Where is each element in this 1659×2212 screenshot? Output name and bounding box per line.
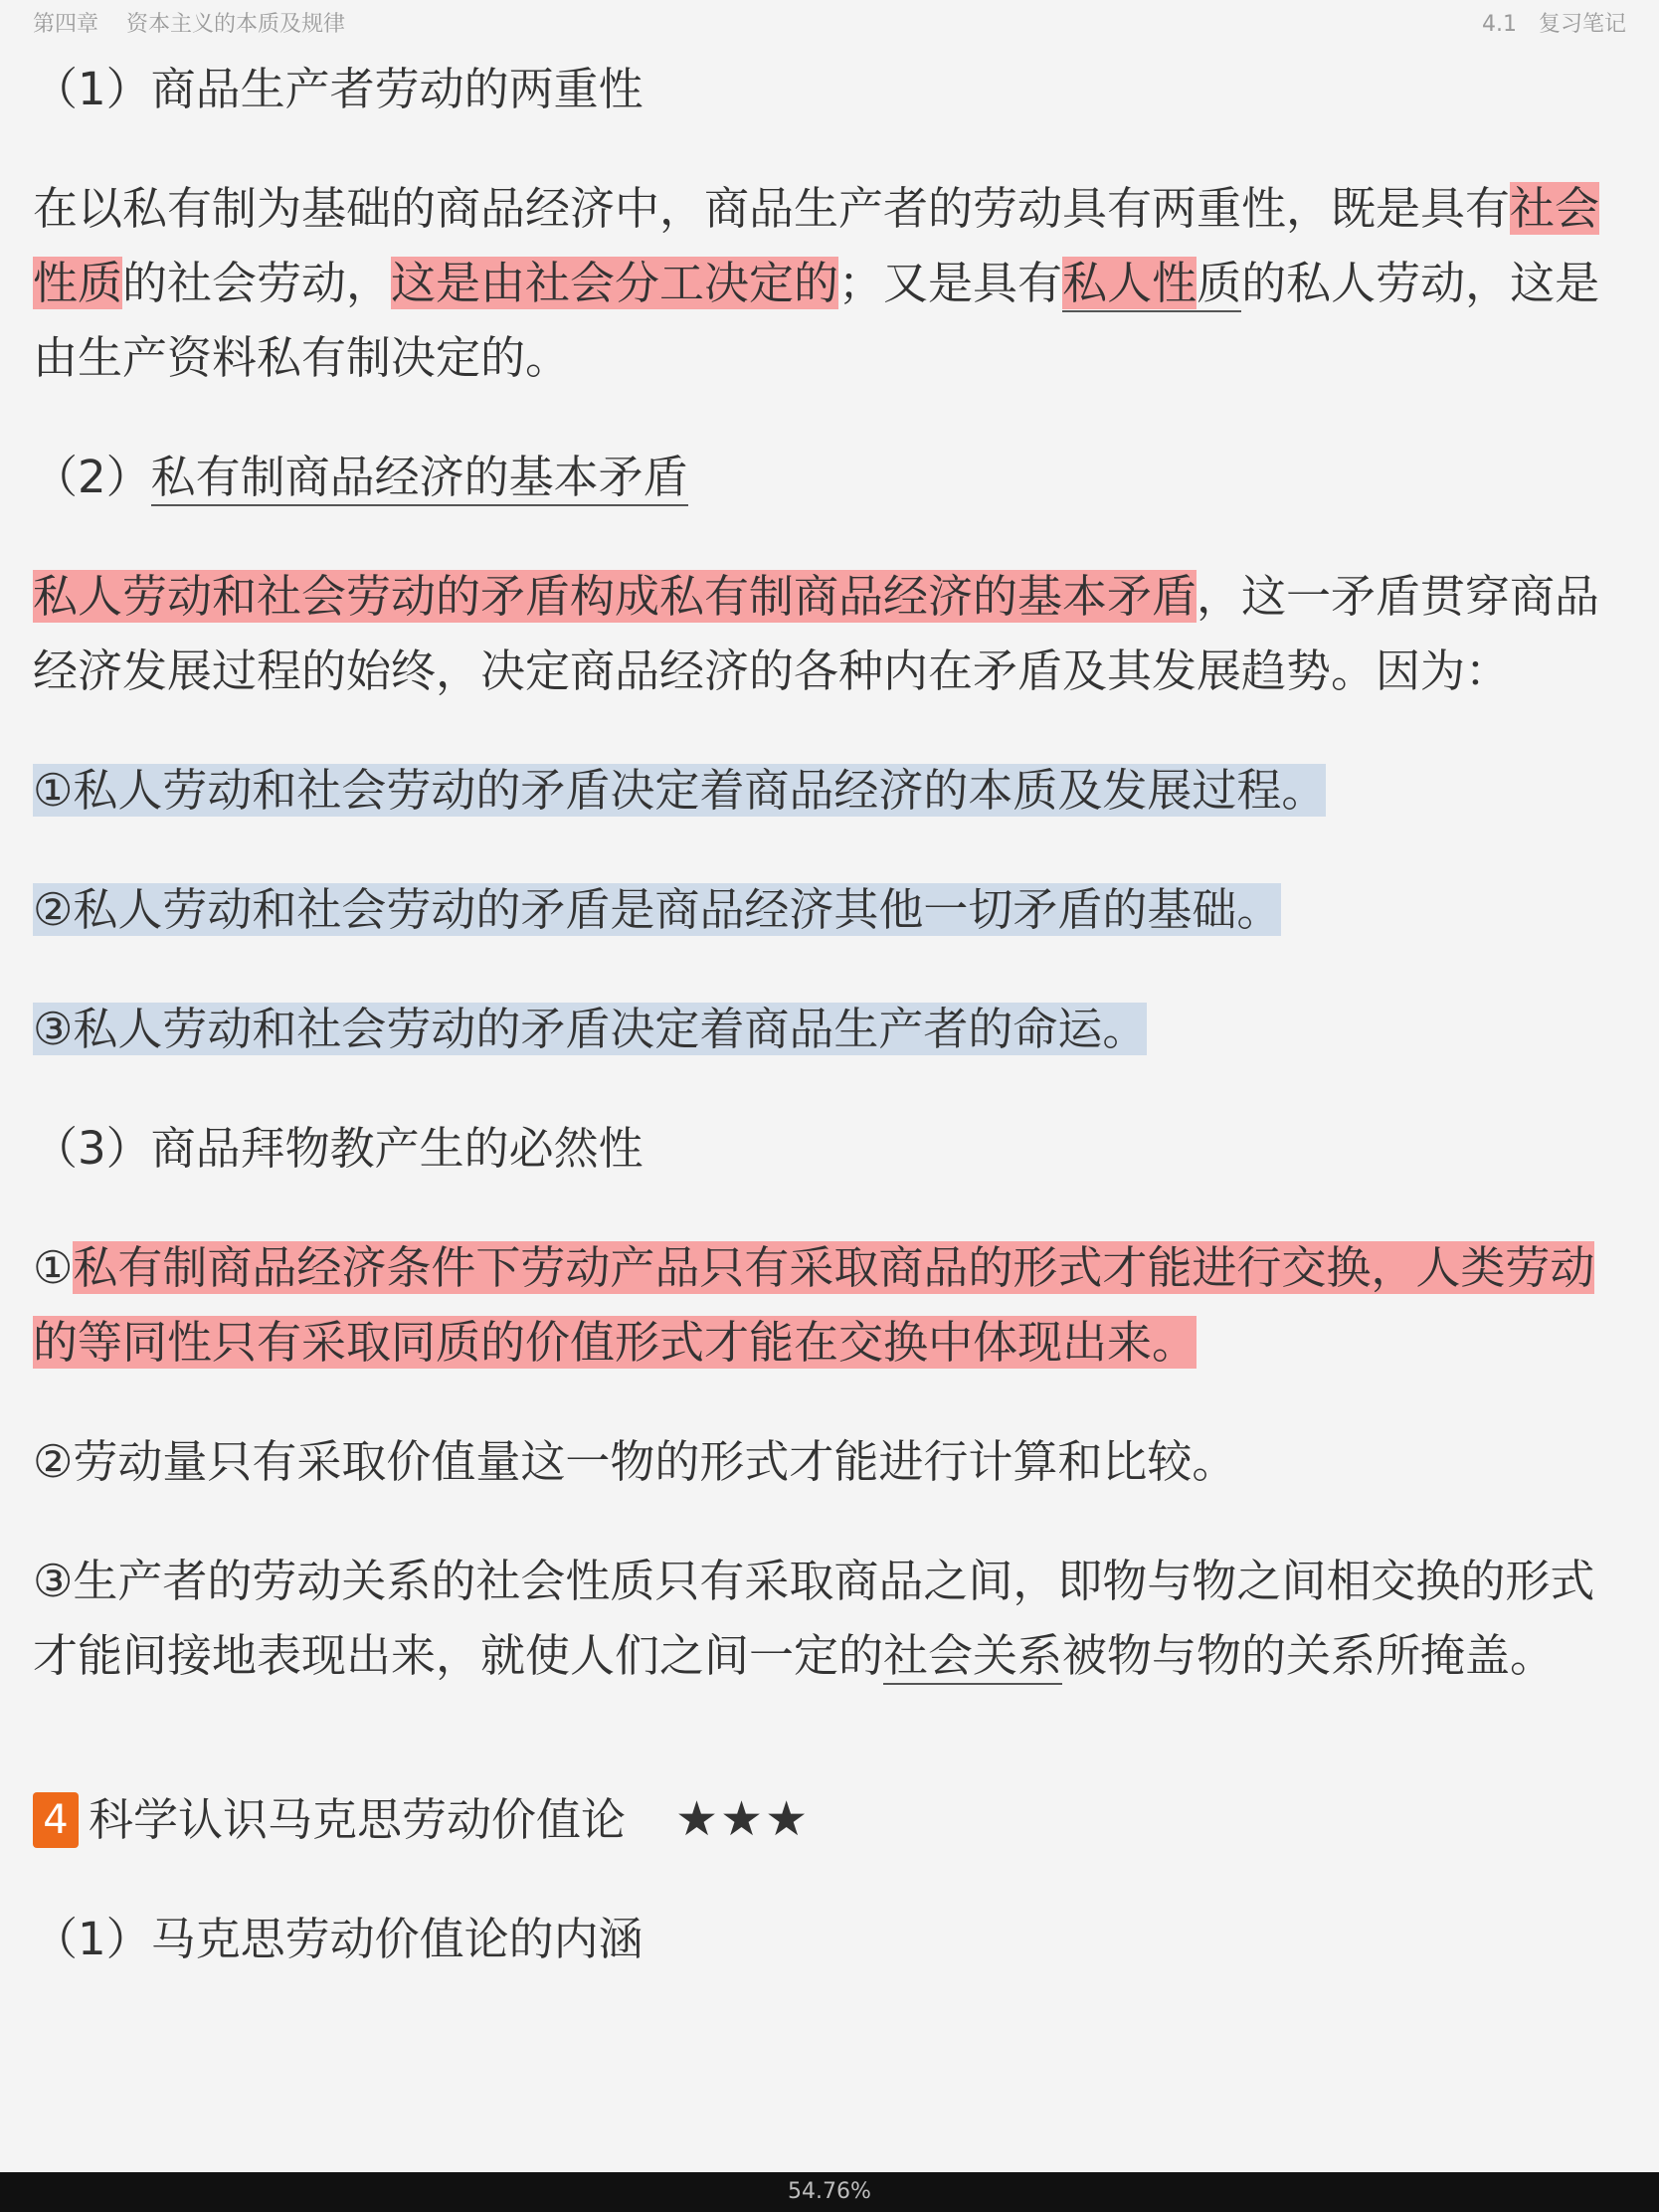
chapter-title: 资本主义的本质及规律: [126, 12, 346, 37]
highlight-blue[interactable]: 私人劳动和社会劳动的矛盾是商品经济其他一切矛盾的基础。: [73, 883, 1282, 936]
list-item: [33, 1424, 1624, 1499]
heading-2: [33, 440, 1624, 514]
text-run: 被物与物的关系所掩盖。: [1062, 1629, 1556, 1682]
text-run: 的社会劳动，: [122, 257, 392, 309]
chapter-number: 第四章: [33, 12, 99, 37]
underlined-heading-text[interactable]: 私有制商品经济的基本矛盾: [151, 451, 688, 506]
heading-3: （3）商品拜物教产生的必然性: [33, 1122, 644, 1175]
list-item: [33, 992, 1624, 1066]
list-item-text: 劳动量只有采取价值量这一物的形式才能进行计算和比较。: [73, 1435, 1237, 1488]
chapter-info: [33, 7, 345, 38]
section-title: 复习笔记: [1538, 12, 1626, 37]
list-item: [33, 753, 1624, 828]
list-marker: ①: [33, 1241, 74, 1294]
section-4-title: 科学认识马克思劳动价值论: [89, 1793, 627, 1846]
paragraph-dual-labor: [33, 171, 1624, 395]
text-run: ；又是具有: [838, 257, 1063, 309]
highlight-red[interactable]: 私有制商品经济条件下劳动产品只有采取商品的形式才能进行交换，人类劳动的等同性只有采取同质的价值形式才能在交换中体现出来。: [33, 1241, 1595, 1369]
heading-4: （1）马克思劳动价值论的内涵: [33, 1913, 644, 1965]
underlined-text[interactable]: 质: [1197, 257, 1242, 309]
reading-progress-bar: [0, 2172, 1659, 2212]
reading-progress: 54.76%: [788, 2179, 871, 2204]
text-run: 的私人劳动，这是由生产资料私有制决定的。: [33, 257, 1600, 384]
section-4-heading: [33, 1782, 1624, 1857]
reader-header: [0, 0, 1659, 40]
text-run: 在以私有制为基础的商品经济中，商品生产者的劳动具有两重性，既是具有: [33, 182, 1511, 235]
section-info: [1482, 7, 1626, 38]
section-number-badge: 4: [33, 1792, 79, 1848]
heading-1: （1）商品生产者劳动的两重性: [33, 63, 644, 115]
list-marker: ③: [33, 1003, 74, 1055]
list-item: [33, 1230, 1624, 1380]
list-marker: ②: [33, 1435, 74, 1488]
paragraph-basic-contradiction: [33, 559, 1624, 708]
text-run: 生产者的劳动关系的社会性质只有采取商品之间，即物与物之间相交换的形式才能间接地表现出来，就使人们之间一定的: [33, 1555, 1595, 1682]
highlight-blue[interactable]: 私人劳动和社会劳动的矛盾决定着商品生产者的命运。: [73, 1003, 1148, 1055]
highlight-red[interactable]: 私人性: [1062, 257, 1198, 309]
highlight-red[interactable]: 私人劳动和社会劳动的矛盾构成私有制商品经济的基本矛盾: [33, 570, 1198, 623]
highlight-red[interactable]: 社会性质: [33, 182, 1600, 309]
highlight-red[interactable]: 这是由社会分工决定的: [391, 257, 839, 309]
list-marker: ③: [33, 1555, 74, 1607]
text-run: ，这一矛盾贯穿商品经济发展过程的始终，决定商品经济的各种内在矛盾及其发展趋势。因为：: [33, 570, 1600, 697]
list-item: [33, 1544, 1624, 1693]
list-marker: ②: [33, 883, 74, 936]
page-content[interactable]: [33, 52, 1624, 2021]
heading-2-prefix: （2）: [33, 451, 151, 503]
list-item: [33, 872, 1624, 947]
star-rating: ★★★: [675, 1791, 811, 1847]
list-marker: ①: [33, 764, 74, 817]
highlight-blue[interactable]: 私人劳动和社会劳动的矛盾决定着商品经济的本质及发展过程。: [73, 764, 1327, 817]
underlined-text[interactable]: 社会关系: [883, 1629, 1062, 1685]
section-number: 4.1: [1481, 12, 1517, 37]
